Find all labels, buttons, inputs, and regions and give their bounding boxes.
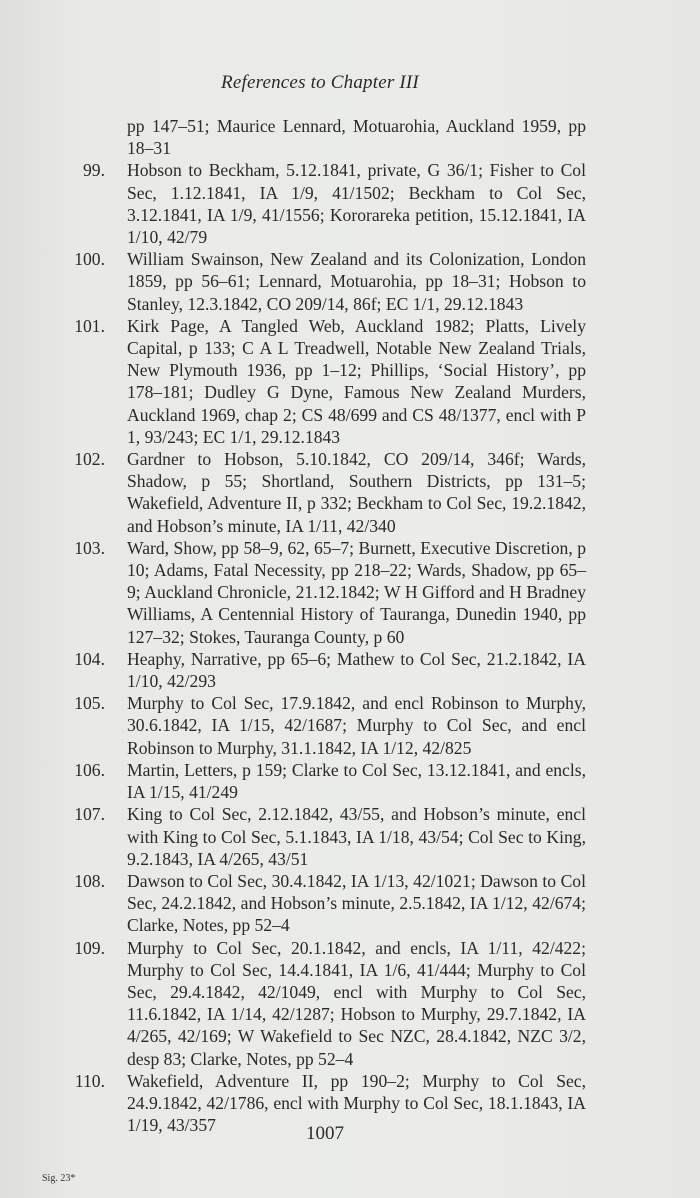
reference-list <box>40 115 586 1136</box>
reference-entry <box>40 870 586 937</box>
continuation-entry <box>40 115 586 159</box>
reference-text: Murphy to Col Sec, 17.9.1842, and encl Robinson to Murphy, 30.6.1842, IA 1/15, 42/1687; Murphy to Col Sec, and encl Robinson to Murphy, 31.1.1842, IA 1/12, 42/825 <box>127 693 586 758</box>
reference-text: King to Col Sec, 2.12.1842, 43/55, and Hobson’s minute, encl with King to Col Sec, 5.1.1843, IA 1/18, 43/54; Col Sec to King, 9.2.1843, IA 4/265, 43/51 <box>127 804 586 869</box>
reference-number: 105. <box>74 693 105 714</box>
reference-number: 101. <box>74 315 105 336</box>
reference-text: Martin, Letters, p 159; Clarke to Col Sec, 13.12.1841, and encls, IA 1/15, 41/249 <box>127 759 586 803</box>
reference-number: 109. <box>74 937 105 958</box>
reference-number: 104. <box>74 648 105 669</box>
reference-entry <box>40 537 586 648</box>
reference-number: 102. <box>74 449 105 470</box>
reference-text: Ward, Show, pp 58–9, 62, 65–7; Burnett, Executive Discretion, p 10; Adams, Fatal Necessity, pp 218–22; Wards, Shadow, pp 65–9; Auckland Chronicle, 21.12.1842; W H Gifford and H Bradney Williams, A Centennial History of Tauranga, Dunedin 1940, pp 127–32; Stokes, Tauranga County, p 60 <box>127 537 586 647</box>
reference-number: 100. <box>74 249 105 270</box>
reference-entry <box>40 315 586 448</box>
reference-entry <box>40 692 586 759</box>
reference-text: Wakefield, Adventure II, pp 190–2; Murphy to Col Sec, 24.9.1842, 42/1786, encl with Murphy to Col Sec, 18.1.1843, IA 1/19, 43/357 <box>127 1070 586 1136</box>
reference-text: Murphy to Col Sec, 20.1.1842, and encls, IA 1/11, 42/422; Murphy to Col Sec, 14.4.1841, IA 1/6, 41/444; Murphy to Col Sec, 29.4.1842, 42/1049, encl with Murphy to Col Sec, 11.6.1842, IA 1/14, 42/1287; Hobson to Murphy, 29.7.1842, IA 4/265, 42/169; W Wakefield to Sec NZC, 28.4.1842, NZC 3/2, desp 83; Clarke, Notes, pp 52–4 <box>127 937 586 1069</box>
reference-entry <box>40 759 586 803</box>
reference-text: Kirk Page, A Tangled Web, Auckland 1982; Platts, Lively Capital, p 133; C A L Treadwell, Notable New Zealand Trials, New Plymouth 1936, pp 1–12; Phillips, ‘Social History’, pp 178–181; Dudley G Dyne, Famous New Zealand Murders, Auckland 1969, chap 2; CS 48/699 and CS 48/1377, encl with P 1, 93/243; EC 1/1, 29.12.1843 <box>127 315 586 447</box>
reference-entry <box>40 448 586 537</box>
reference-text: William Swainson, New Zealand and its Colonization, London 1859, pp 56–61; Lennard, Motuarohia, pp 18–31; Hobson to Stanley, 12.3.1842, CO 209/14, 86f; EC 1/1, 29.12.1843 <box>127 249 586 314</box>
page-number: 1007 <box>306 1123 344 1144</box>
reference-entry <box>40 248 586 315</box>
reference-number: 107. <box>74 804 105 825</box>
reference-entry <box>40 803 586 870</box>
reference-number: 106. <box>74 759 105 780</box>
reference-text: Heaphy, Narrative, pp 65–6; Mathew to Col Sec, 21.2.1842, IA 1/10, 42/293 <box>127 648 586 692</box>
signature-mark: Sig. 23* <box>42 1173 76 1184</box>
reference-text: Gardner to Hobson, 5.10.1842, CO 209/14, 346f; Wards, Shadow, p 55; Shortland, Southern Districts, pp 131–5; Wakefield, Adventure II, p 332; Beckham to Col Sec, 19.2.1842, and Hobson’s minute, IA 1/11, 42/340 <box>127 449 586 536</box>
reference-entry <box>40 159 586 248</box>
reference-entry <box>40 648 586 692</box>
reference-text: Dawson to Col Sec, 30.4.1842, IA 1/13, 42/1021; Dawson to Col Sec, 24.2.1842, and Hobson’s minute, 2.5.1842, IA 1/12, 42/674; Clarke, Notes, pp 52–4 <box>127 870 586 936</box>
reference-number: 108. <box>74 870 105 891</box>
reference-text: Hobson to Beckham, 5.12.1841, private, G 36/1; Fisher to Col Sec, 1.12.1841, IA 1/9, 41/1502; Beckham to Col Sec, 3.12.1841, IA 1/9, 41/1556; Kororareka petition, 15.12.1841, IA 1/10, 42/79 <box>127 160 586 248</box>
running-header: References to Chapter III <box>221 72 419 93</box>
reference-number: 99. <box>83 160 105 181</box>
reference-number: 110. <box>74 1070 105 1091</box>
reference-entry <box>40 937 586 1070</box>
reference-number: 103. <box>74 537 105 558</box>
continuation-text: pp 147–51; Maurice Lennard, Motuarohia, Auckland 1959, pp 18–31 <box>127 116 586 159</box>
